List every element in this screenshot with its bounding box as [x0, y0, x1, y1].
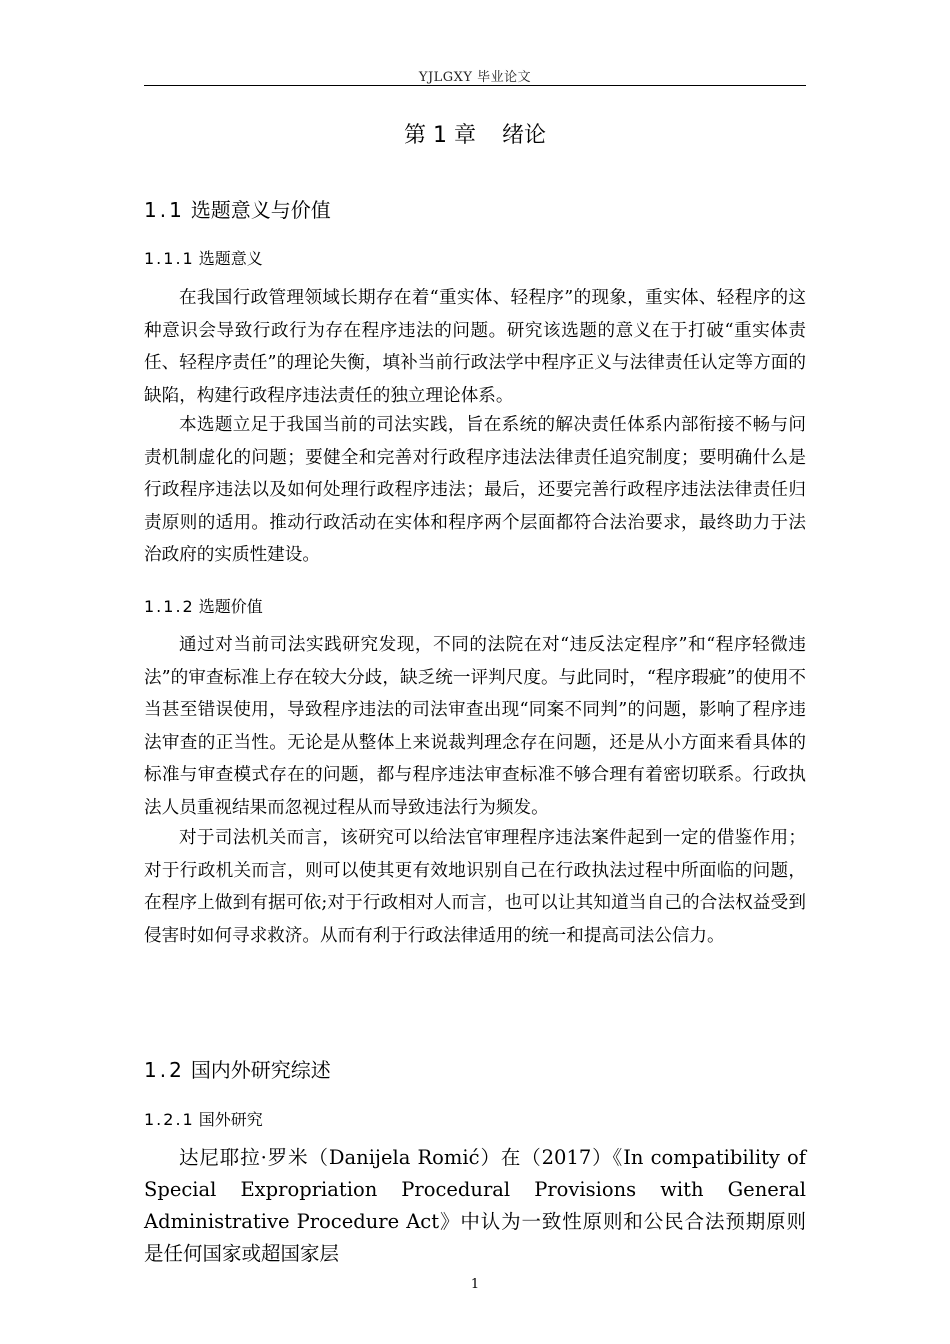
header-rule	[144, 85, 806, 86]
subsection-number: 1.2.1	[144, 1110, 195, 1129]
subsection-number: 1.1.2	[144, 597, 195, 616]
paragraph-topic-significance: 在我国行政管理领域长期存在着“重实体、轻程序”的现象，重实体、轻程序的这种意识会导致行政行为存在程序违法的问题。研究该选题的意义在于打破“重实体责任、轻程序责任”的理论失衡，填补当前行政法学中程序正义与法律责任认定等方面的缺陷，构建行政程序违法责任的独立理论体系。	[144, 288, 806, 406]
paragraph-judicial-practice: 通过对当前司法实践研究发现，不同的法院在对“违反法定程序”和“程序轻微违法”的审查标准上存在较大分歧，缺乏统一评判尺度。与此同时，“程序瑕疵”的使用不当甚至错误使用，导致程序违法的司法审查出现“同案不同判”的问题，影响了程序违法审查的正当性。无论是从整体上来说裁判理念存在问题，还是从小方面来看具体的标准与审查模式存在的问题，都与程序违法审查标准不够合理有着密切联系。行政执法人员重视结果而忽视过程从而导致违法行为频发。	[144, 635, 806, 818]
paragraph-research-value: 对于司法机关而言，该研究可以给法官审理程序违法案件起到一定的借鉴作用；对于行政机关而言，则可以使其更有效地识别自己在行政执法过程中所面临的问题，在程序上做到有据可依;对于行政相对人而言，也可以让其知道当自己的合法权益受到侵害时如何寻求救济。从而有利于行政法律适用的统一和提高司法公信力。	[144, 828, 806, 946]
chapter-title	[144, 118, 806, 149]
chapter-number: 第 1 章	[404, 123, 476, 148]
section-heading-1-1	[144, 194, 331, 223]
subsection-title: 选题意义	[198, 249, 263, 268]
page-number: 1	[470, 1277, 480, 1292]
subsection-title: 国外研究	[198, 1110, 263, 1129]
paragraph-topic-basis: 本选题立足于我国当前的司法实践，旨在系统的解决责任体系内部衔接不畅与问责机制虚化的问题；要健全和完善对行政程序违法法律责任追究制度；要明确什么是行政程序违法以及如何处理行政程序违法；最后，还要完善行政程序违法法律责任归责原则的适用。推动行政活动在实体和程序两个层面都符合法治要求，最终助力于法治政府的实质性建设。	[144, 415, 806, 565]
section-number: 1.1	[144, 198, 185, 222]
paragraph-foreign-research: 达尼耶拉·罗米（Danijela Romić）在（2017）《In compatibility of Special Expropriation Procedural Provisions with General Administrative Procedure Act》中认为一致性原则和公民合法预期原则是任何国家或超国家层	[144, 1146, 806, 1265]
chapter-name: 绪论	[501, 123, 546, 148]
section-title: 选题意义与价值	[190, 198, 331, 222]
subsection-number: 1.1.1	[144, 249, 195, 268]
section-heading-1-2	[144, 1054, 331, 1083]
subsection-heading-1-1-2	[144, 594, 263, 617]
subsection-title: 选题价值	[198, 597, 263, 616]
subsection-heading-1-1-1	[144, 246, 263, 269]
subsection-heading-1-2-1	[144, 1107, 263, 1130]
section-title: 国内外研究综述	[190, 1058, 331, 1082]
section-number: 1.2	[144, 1058, 185, 1082]
running-header: YJLGXY 毕业论文	[418, 70, 532, 85]
